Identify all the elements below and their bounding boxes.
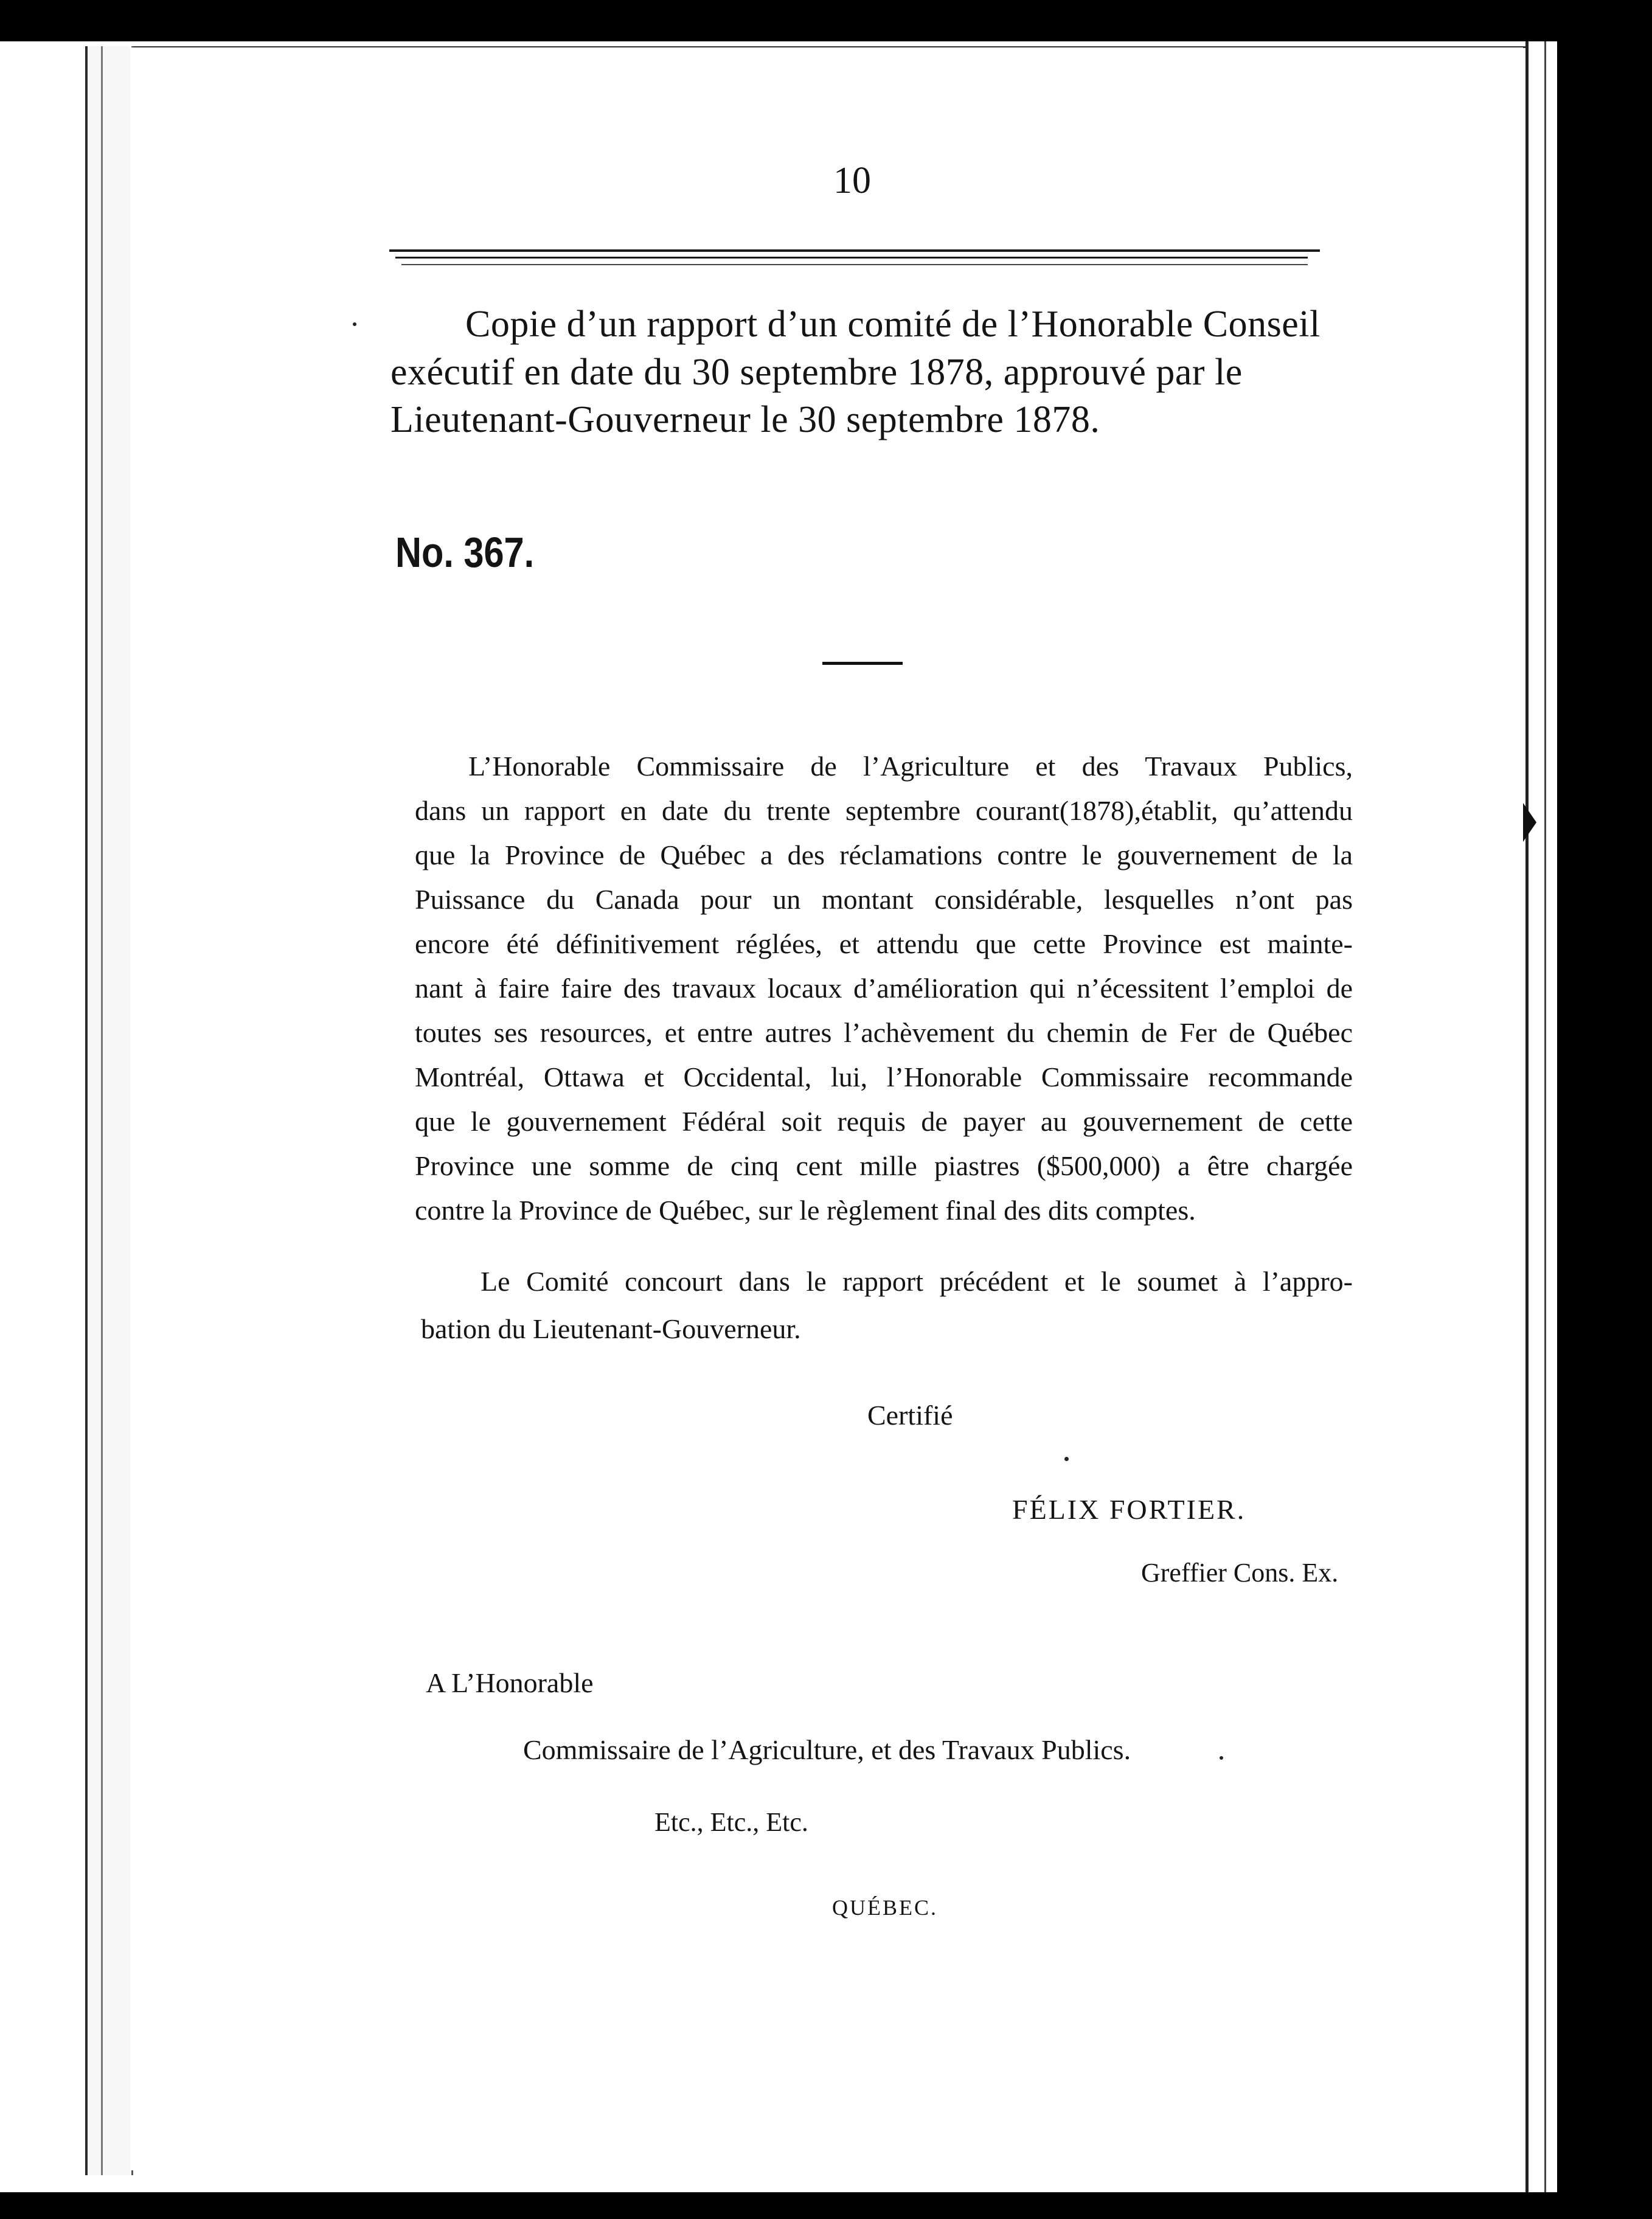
certification-label: Certifié	[867, 1400, 953, 1431]
double-rule	[401, 264, 1308, 265]
body-line: bation du Lieutenant-Gouverneur.	[421, 1313, 801, 1344]
document-number: No. 367.	[395, 529, 535, 576]
body-line: encore été définitivement réglées, et attendu que cette Province est mainte-	[415, 928, 1353, 959]
body-line: dans un rapport en date du trente septembre courant(1878),établit, qu’attendu	[415, 795, 1353, 826]
double-rule	[395, 257, 1308, 259]
heading-line: Copie d’un rapport d’un comité de l’Honorable Conseil	[465, 304, 1321, 345]
body-line: L’Honorable Commissaire de l’Agriculture et des Travaux Publics,	[468, 751, 1353, 782]
address-line: Etc., Etc., Etc.	[654, 1807, 808, 1837]
address-city: QUÉBEC.	[832, 1895, 938, 1920]
address-line: A L’Honorable	[426, 1667, 594, 1698]
double-rule	[389, 249, 1320, 252]
scan-speck	[1064, 1457, 1069, 1461]
body-line: Le Comité concourt dans le rapport précédent et le soumet à l’appro-	[481, 1266, 1353, 1297]
heading-line: exécutif en date du 30 septembre 1878, approuvé par le	[390, 352, 1243, 393]
body-line: nant à faire faire des travaux locaux d’amélioration qui n’écessitent l’emploi de	[415, 973, 1353, 1004]
scan-margin-left	[0, 41, 82, 2192]
scan-speck	[353, 322, 356, 326]
scan-speck	[1220, 1756, 1223, 1760]
body-line: Province une somme de cinq cent mille piastres ($500,000) a être chargée	[415, 1150, 1353, 1181]
scan-border-bottom	[0, 2192, 1652, 2219]
body-line: que la Province de Québec a des réclamations contre le gouvernement de la	[415, 839, 1353, 870]
heading-line: Lieutenant-Gouverneur le 30 septembre 1878.	[390, 399, 1100, 440]
page-number: 10	[833, 160, 871, 201]
body-line: Montréal, Ottawa et Occidental, lui, l’Honorable Commissaire recommande	[415, 1061, 1353, 1092]
body-line: contre la Province de Québec, sur le règlement final des dits comptes.	[415, 1195, 1196, 1226]
scan-border-right	[1557, 0, 1652, 2219]
scan-border-top	[0, 0, 1652, 41]
signer-name: FÉLIX FORTIER.	[1012, 1494, 1246, 1525]
body-line: que le gouvernement Fédéral soit requis de payer au gouvernement de cette	[415, 1106, 1353, 1137]
body-line: toutes ses resources, et entre autres l’achèvement du chemin de Fer de Québec	[415, 1017, 1353, 1048]
page-tab-arrow-icon	[1523, 803, 1536, 842]
signer-title: Greffier Cons. Ex.	[1141, 1558, 1339, 1588]
page-edge-right	[1525, 41, 1560, 2192]
section-divider	[822, 662, 903, 665]
page-edge-left	[85, 46, 133, 2175]
body-line: Puissance du Canada pour un montant considérable, lesquelles n’ont pas	[415, 884, 1353, 915]
address-line: Commissaire de l’Agriculture, et des Travaux Publics.	[523, 1734, 1131, 1765]
